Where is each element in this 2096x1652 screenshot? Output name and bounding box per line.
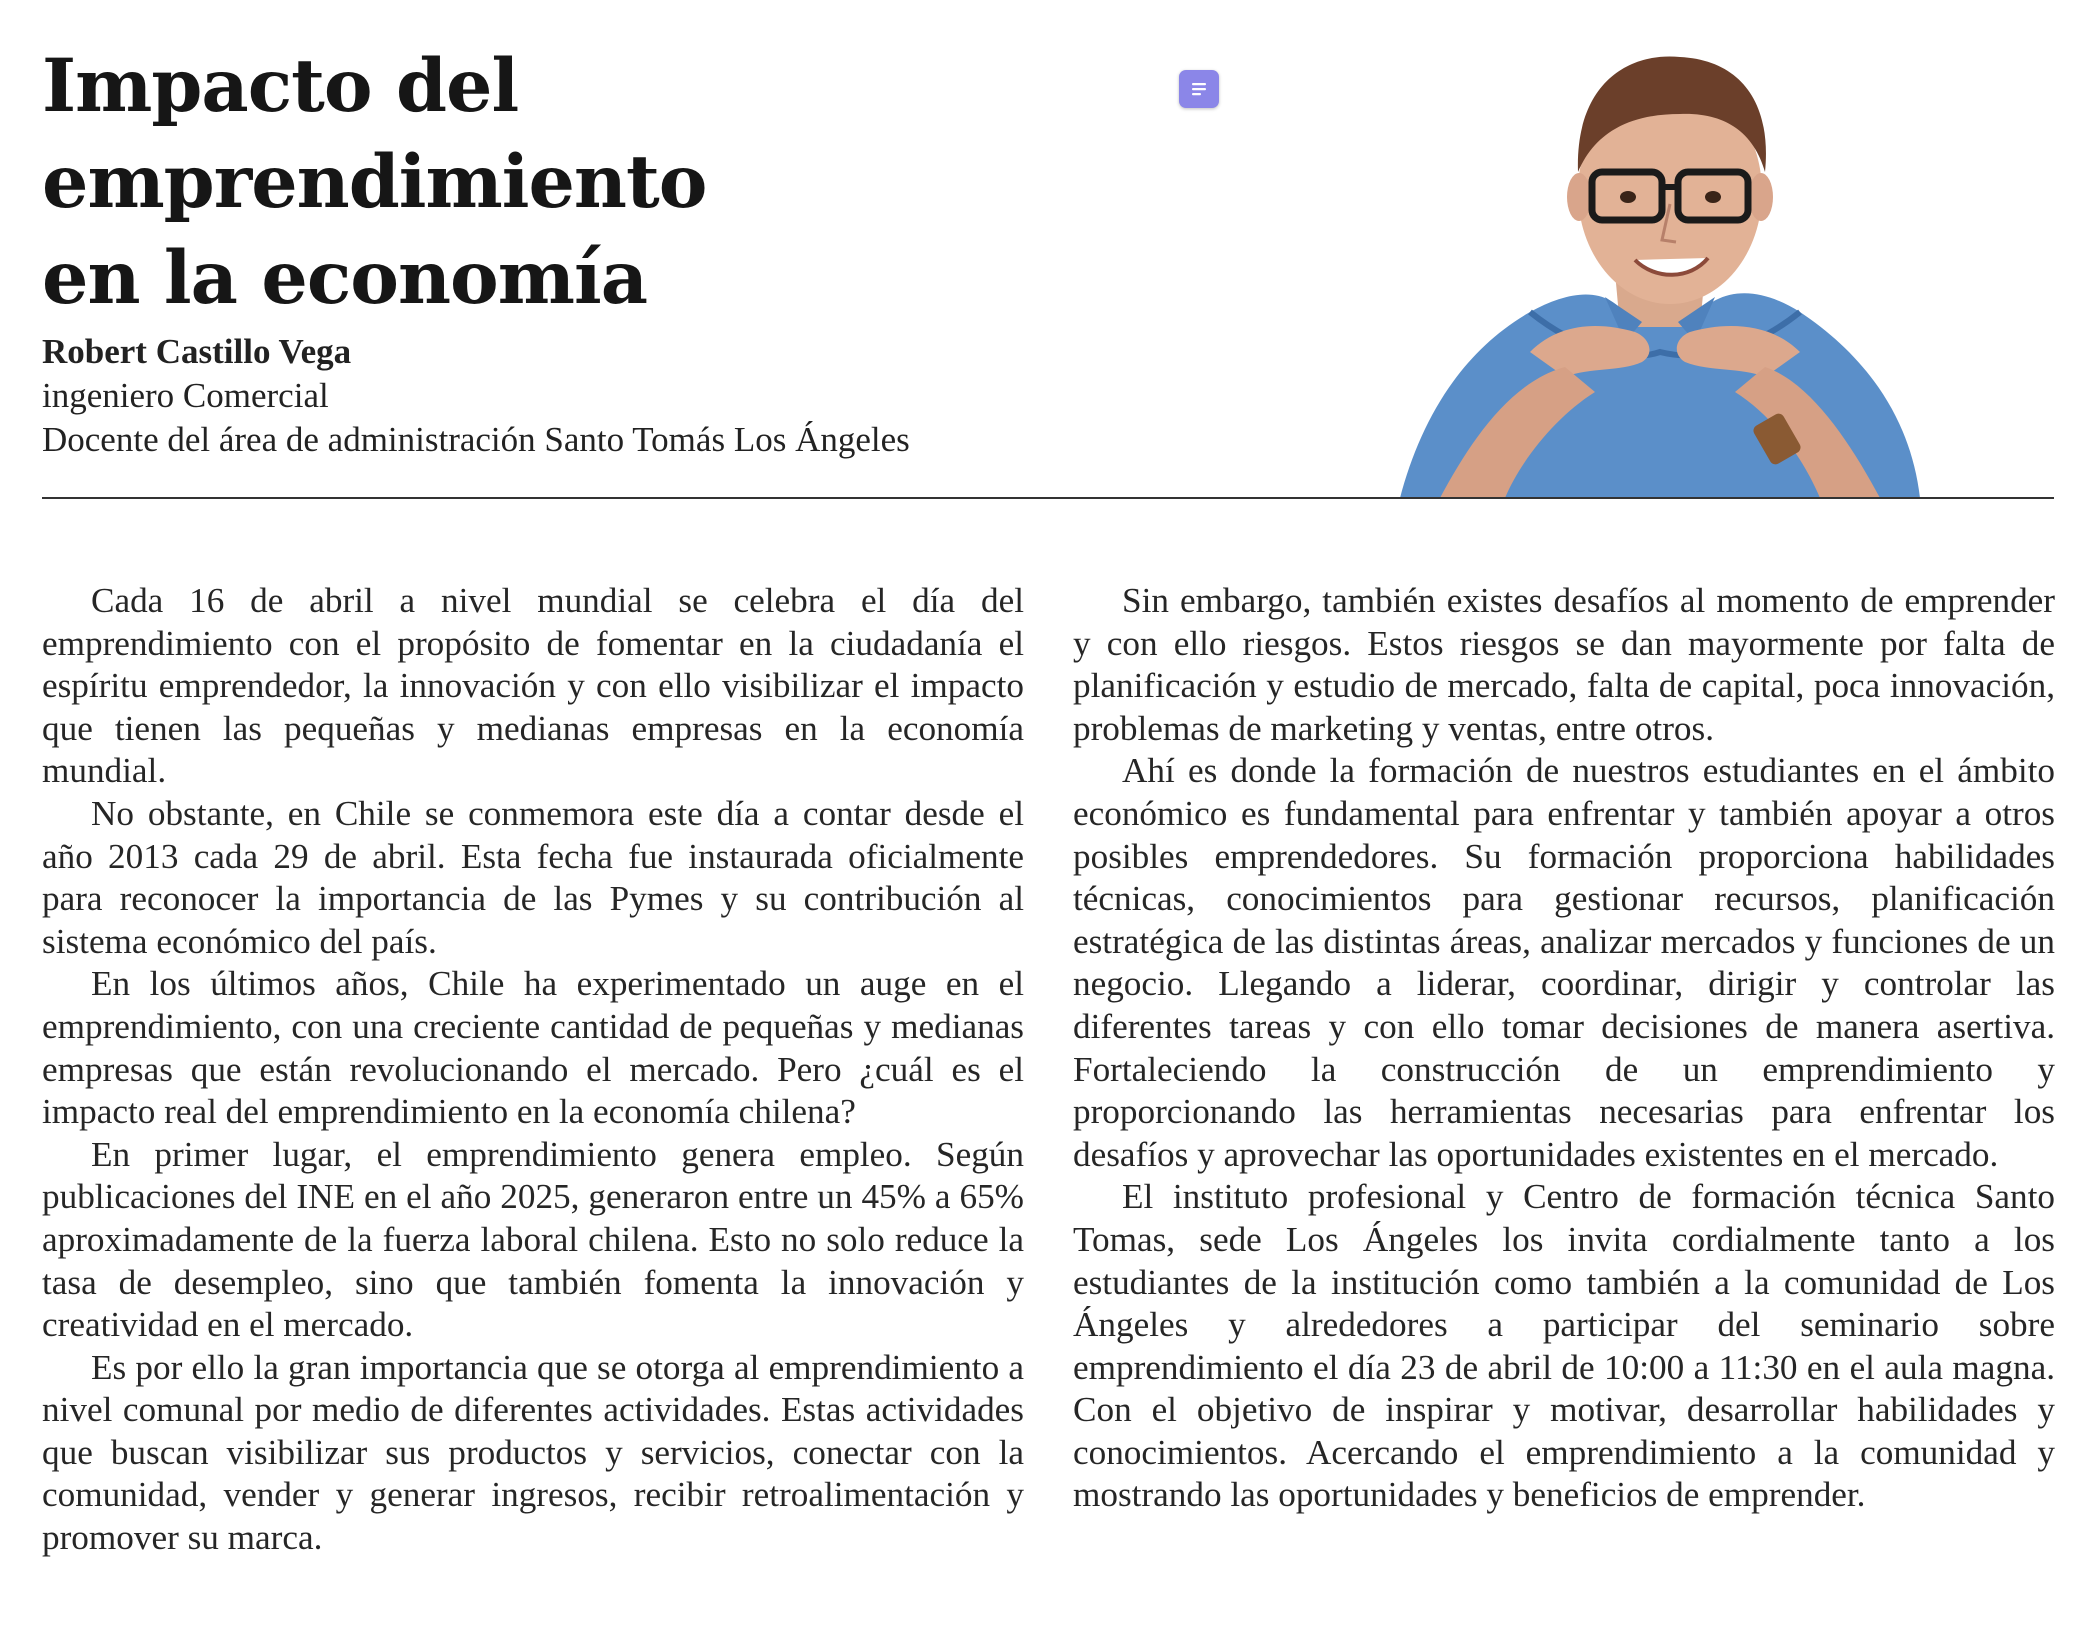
note-icon[interactable] — [1179, 70, 1219, 108]
paragraph: No obstante, en Chile se conmemora este día a contar desde el año 2013 cada 29 de abril. Esta fecha fue instaurada oficialmente para reconocer la importancia de las Pymes y su contribución al sistema económico del país. — [42, 793, 1024, 961]
article-column-left — [42, 580, 1024, 1560]
author-portrait — [1380, 22, 1940, 498]
paragraph: Ahí es donde la formación de nuestros estudiantes en el ámbito económico es fundamental para enfrentar y también apoyar a otros posibles emprendedores. Su formación proporciona habilidades técnicas, conocimientos para gestionar recursos, planificación estratégica de las distintas áreas, analizar mercados y funciones de un negocio. Llegando a liderar, coordinar, dirigir y controlar las diferentes tareas y con ello tomar decisiones de manera asertiva. Fortaleciendo la construcción de un emprendimiento y proporcionando las herramientas necesarias para enfrentar los desafíos y aprovechar las oportunidades existentes en el mercado. — [1073, 751, 2055, 1174]
paragraph: En primer lugar, el emprendimiento genera empleo. Según publicaciones del INE en el año 2025, generaron entre un 45% a 65% aproximadamente de la fuerza laboral chilena. Esto no solo reduce la tasa de desempleo, sino que también fomenta la innovación y creatividad en el mercado. — [42, 1134, 1024, 1345]
author-name: Robert Castillo Vega — [42, 332, 352, 371]
header-divider — [42, 497, 2054, 499]
author-role: ingeniero Comercial — [42, 376, 329, 415]
note-icon-glyph — [1179, 70, 1219, 108]
article-column-right — [1073, 580, 2055, 1517]
paragraph: El instituto profesional y Centro de formación técnica Santo Tomas, sede Los Ángeles los invita cordialmente tanto a los estudiantes de la institución como también a la comunidad de Los Ángeles y alrededores a participar del seminario sobre emprendimiento el día 23 de abril de 10:00 a 11:30 en el aula magna. Con el objetivo de inspirar y motivar, desarrollar habilidades y conocimientos. Acercando el emprendimiento a la comunidad y mostrando las oportunidades y beneficios de emprender. — [1073, 1177, 2055, 1515]
author-position: Docente del área de administración Santo Tomás Los Ángeles — [42, 420, 910, 459]
paragraph: Es por ello la gran importancia que se otorga al emprendimiento a nivel comunal por medio de diferentes actividades. Estas actividades que buscan visibilizar sus productos y servicios, conectar con la comunidad, vender y generar ingresos, recibir retroalimentación y promover su marca. — [42, 1347, 1024, 1558]
author-byline — [42, 330, 1142, 462]
paragraph: Sin embargo, también existes desafíos al momento de emprender y con ello riesgos. Estos riesgos se dan mayormente por falta de planificación y estudio de mercado, falta de capital, poca innovación, problemas de marketing y ventas, entre otros. — [1073, 581, 2055, 748]
paragraph: Cada 16 de abril a nivel mundial se celebra el día del emprendimiento con el propósito de fomentar en la ciudadanía el espíritu emprendedor, la innovación y con ello visibilizar el impacto que tienen las pequeñas y medianas empresas en la economía mundial. — [42, 581, 1024, 791]
title-line-2: en la economía — [42, 235, 648, 321]
paragraph: En los últimos años, Chile ha experimentado un auge en el emprendimiento, con una creciente cantidad de pequeñas y medianas empresas que están revolucionando el mercado. Pero ¿cuál es el impacto real del emprendimiento en la economía chilena? — [42, 964, 1024, 1132]
title-line-1: Impacto del emprendimiento — [42, 43, 707, 225]
article-title — [42, 38, 1162, 326]
